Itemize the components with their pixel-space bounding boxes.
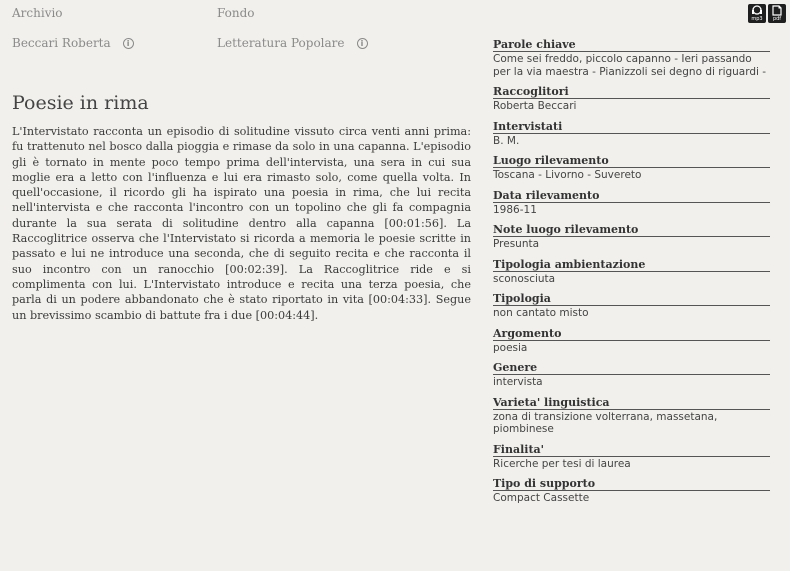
field-label: Varieta' linguistica (493, 396, 770, 410)
field-parole-chiave (493, 38, 770, 78)
info-icon[interactable]: i (357, 38, 368, 49)
mp3-label: mp3 (751, 16, 763, 22)
field-label: Finalita' (493, 443, 770, 457)
field-label: Luogo rilevamento (493, 154, 770, 168)
field-value: B. M. (493, 134, 520, 147)
field-value: 1986-11 (493, 203, 537, 216)
field-value: zona di transizione volterrana, massetana, piombinese (493, 410, 718, 435)
fondo-value: Letteratura Popolare (217, 36, 345, 50)
field-label: Argomento (493, 327, 770, 341)
details-sidebar (493, 38, 770, 512)
record-meta (12, 6, 368, 50)
archivio-label: Archivio (12, 6, 63, 20)
pdf-label: pdf (772, 16, 782, 22)
page-title: Poesie in rima (12, 92, 149, 114)
field-label: Note luogo rilevamento (493, 223, 770, 237)
field-value: non cantato misto (493, 307, 589, 319)
field-label: Tipologia (493, 292, 770, 306)
media-downloads (748, 4, 786, 23)
field-data-rilevamento (493, 189, 770, 217)
field-label: Tipologia ambientazione (493, 258, 770, 272)
fondo-label: Fondo (217, 6, 255, 20)
field-value: Roberta Beccari (493, 100, 577, 112)
pdf-download-icon[interactable] (768, 4, 786, 23)
field-genere (493, 361, 770, 389)
info-icon[interactable]: i (123, 38, 134, 49)
field-tipo-supporto (493, 477, 770, 505)
field-value: Ricerche per tesi di laurea (493, 457, 631, 470)
field-varieta-linguistica (493, 396, 770, 436)
field-value: intervista (493, 376, 543, 388)
field-value: Presunta (493, 238, 540, 250)
archivio-value: Beccari Roberta (12, 36, 111, 50)
field-value: Come sei freddo, piccolo capanno - Ieri passando per la via maestra - Pianizzoli sei degno di riguardi - (493, 53, 767, 78)
field-luogo-rilevamento (493, 154, 770, 182)
record-abstract: L'Intervistato racconta un episodio di solitudine vissuto circa venti anni prima: fu trattenuto nel bosco dalla pioggia e rimase da solo in una capanna. L'episodio gli è tornato in mente poco tempo prima dell'intervista, una sera in cui sua moglie era a letto con l'influenza e lui era rimasto solo, come quella volta. In quell'occasione, il ricordo gli ha ispirato una poesia in rima, che lui recita nell'intervista e che racconta l'incontro con un topolino che gli fa compagnia durante la sua serata di solitudine dentro alla capanna [00:01:56]. La Raccoglitrice osserva che l'Intervistato si ricorda a memoria le poesie scritte in passato e lui ne introduce una seconda, che di seguito recita e che racconta il suo incontro con un ranocchio [00:02:39]. La Raccoglitrice ride e si complimenta con lui. L'Intervistato introduce e recita una terza poesia, che parla di un podere abbandonato che è stato riportato in vita [00:04:33]. Segue un brevissimo scambio di battute fra i due [00:04:44]. (12, 125, 471, 322)
field-label: Intervistati (493, 120, 770, 134)
field-label: Data rilevamento (493, 189, 770, 203)
field-raccoglitori (493, 85, 770, 113)
field-label: Raccoglitori (493, 85, 770, 99)
field-note-luogo (493, 223, 770, 251)
field-value: Compact Cassette (493, 492, 590, 504)
field-label: Tipo di supporto (493, 477, 770, 491)
field-label: Genere (493, 361, 770, 375)
mp3-download-icon[interactable] (748, 4, 766, 23)
field-value: poesia (493, 341, 528, 354)
field-tipologia (493, 292, 770, 320)
field-intervistati (493, 120, 770, 148)
field-argomento (493, 327, 770, 355)
field-value: sconosciuta (493, 272, 556, 285)
field-tipologia-ambientazione (493, 258, 770, 286)
field-value: Toscana - Livorno - Suvereto (493, 169, 642, 181)
field-finalita (493, 443, 770, 471)
field-label: Parole chiave (493, 38, 770, 52)
